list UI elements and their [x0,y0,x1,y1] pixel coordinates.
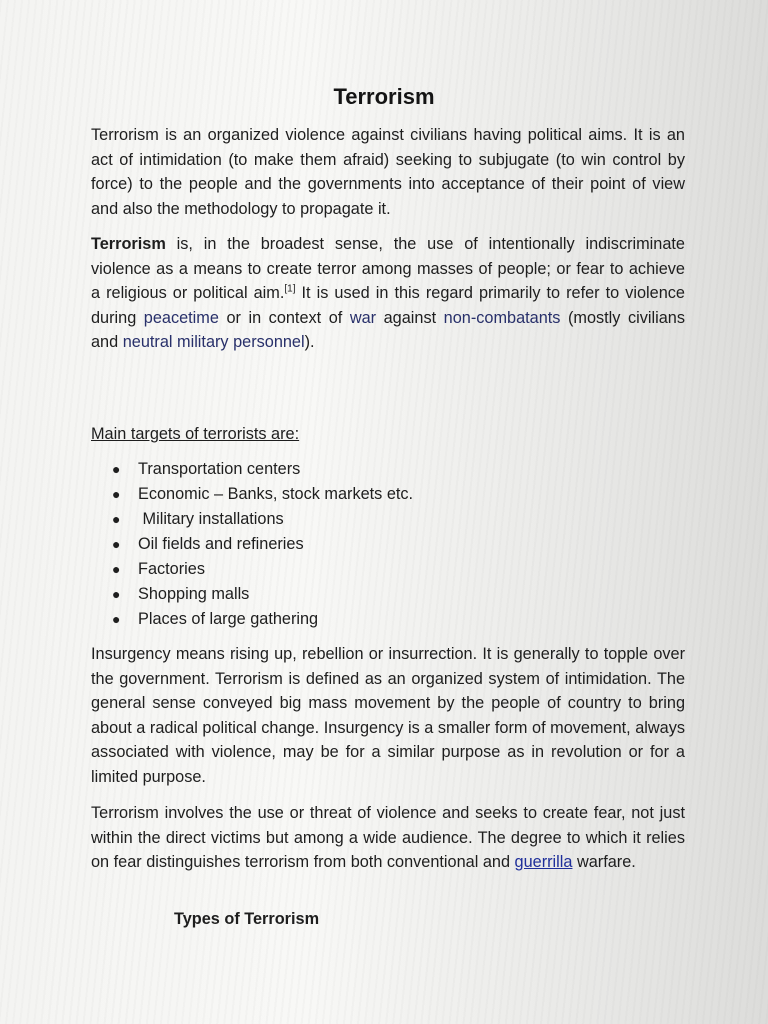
citation-marker: [1] [284,283,296,295]
definition-text-f: ). [304,333,315,352]
insurgency-paragraph: Insurgency means rising up, rebellion or insurrection. It is generally to topple over the government. Terrorism is defined as an organized system of intimidation. The general sense conveyed big mass movement by the people of country to bring about a radical political change. Insurgency is a smaller form of movement, always associated with violence, may be for a similar purpose as in revolution or for a limited purpose. [91,645,685,786]
bullet-icon: ● [112,511,121,527]
targets-list [112,457,413,632]
list-item-label: Transportation centers [138,460,301,478]
bullet-icon: ● [112,611,121,627]
fear-text-b: warfare. [572,853,636,872]
peacetime-link[interactable]: peacetime [143,308,219,327]
list-item-label: Military installations [138,510,284,528]
bold-term: Terrorism [91,235,166,253]
types-heading: Types of Terrorism [174,910,320,928]
non-combatants-link[interactable]: non-combatants [443,308,561,327]
targets-heading: Main targets of terrorists are: [91,425,300,443]
definition-text-c: or in context of [218,308,350,327]
bullet-icon: ● [112,486,121,502]
list-item [112,532,413,557]
bullet-icon: ● [112,536,121,552]
bullet-icon: ● [112,461,121,477]
war-link[interactable]: war [349,308,377,327]
fear-text-a: Terrorism involves the use or threat of violence and seeks to create fear, not just within the direct victims but among a wide audience. The degree to which it relies on fear distinguishes terrorism from both conventional and [91,804,685,872]
list-item [112,457,413,482]
list-item [112,507,413,532]
bullet-icon: ● [112,561,121,577]
definition-text-b: It is used in this regard primarily to refer to violence during [91,284,685,327]
page-title: Terrorism [333,84,435,109]
list-item [112,557,413,582]
intro-paragraph: Terrorism is an organized violence against civilians having political aims. It is an act of intimidation (to make them afraid) seeking to subjugate (to win control by force) to the people and the governments into acceptance of their point of view and also the methodology to propagate it. [91,126,685,218]
definition-text-a: is, in the broadest sense, the use of intentionally indiscriminate violence as a means to create terror among masses of people; or fear to achieve a religious or political aim. [91,235,685,303]
list-item-label: Places of large gathering [138,610,319,628]
list-item [112,482,413,507]
guerrilla-link[interactable]: guerrilla [514,853,573,872]
neutral-military-personnel-link[interactable]: neutral military personnel [122,333,305,352]
list-item-label: Factories [138,560,205,578]
definition-text-e: (mostly civilians and [91,308,685,352]
definition-paragraph [91,232,685,355]
list-item-label: Shopping malls [138,585,250,603]
fear-paragraph [91,801,685,875]
list-item-label: Oil fields and refineries [138,535,304,553]
bullet-icon: ● [112,586,121,602]
definition-text-d: against [376,308,444,327]
list-item [112,607,413,632]
list-item-label: Economic – Banks, stock markets etc. [138,485,414,503]
list-item [112,582,413,607]
